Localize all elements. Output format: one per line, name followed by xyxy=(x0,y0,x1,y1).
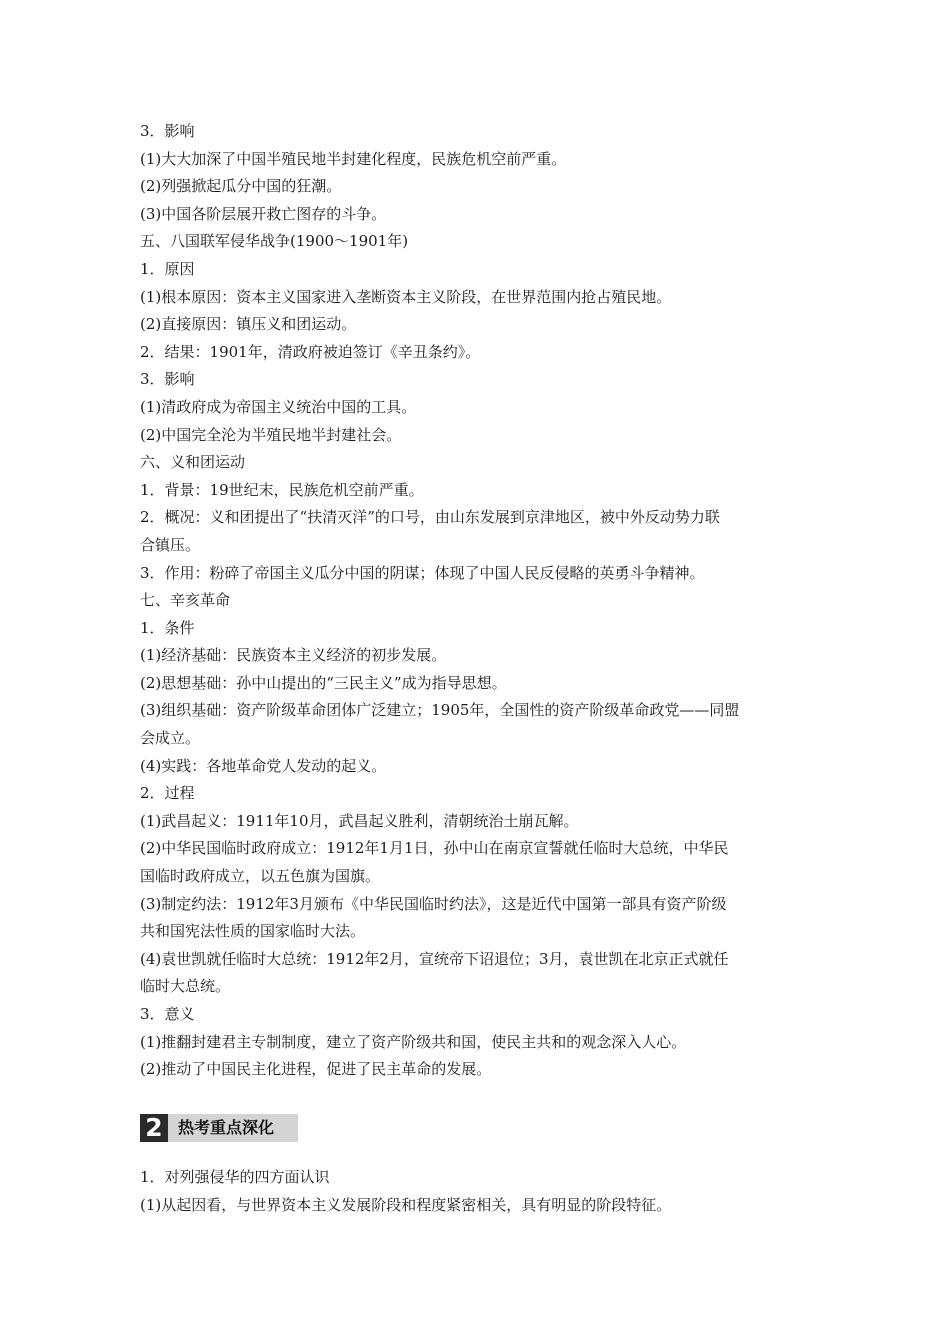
text-line: (1)从起因看，与世界资本主义发展阶段和程度紧密相关，具有明显的阶段特征。 xyxy=(140,1195,672,1214)
text-line: (2)思想基础：孙中山提出的“三民主义”成为指导思想。 xyxy=(140,673,507,692)
document-body xyxy=(140,118,820,1084)
heading-line: 六、义和团运动 xyxy=(140,453,246,472)
section-banner xyxy=(140,1114,298,1142)
section-number-badge: 2 xyxy=(140,1114,168,1142)
text-line: 合镇压。 xyxy=(140,535,201,554)
section-title: 热考重点深化 xyxy=(178,1118,275,1137)
text-line: (2)直接原因：镇压义和团运动。 xyxy=(140,315,357,334)
text-line: 2．过程 xyxy=(140,784,195,803)
text-line: (2)中国完全沦为半殖民地半封建社会。 xyxy=(140,425,402,444)
heading-line: 七、辛亥革命 xyxy=(140,591,231,610)
heading-line: 五、八国联军侵华战争(1900～1901年) xyxy=(140,232,409,251)
text-line: (1)清政府成为帝国主义统治中国的工具。 xyxy=(140,397,417,416)
text-line: (1)大大加深了中国半殖民地半封建化程度，民族危机空前严重。 xyxy=(140,149,567,168)
text-line: (2)列强掀起瓜分中国的狂潮。 xyxy=(140,177,342,196)
text-line: 会成立。 xyxy=(140,729,201,748)
text-line: 1．对列强侵华的四方面认识 xyxy=(140,1168,330,1186)
document-body-continued xyxy=(140,1164,820,1219)
text-line: (3)组织基础：资产阶级革命团体广泛建立；1905年，全国性的资产阶级革命政党——同盟 xyxy=(140,701,740,720)
text-line: (4)实践：各地革命党人发动的起义。 xyxy=(140,756,387,775)
text-line: (3)中国各阶层展开救亡图存的斗争。 xyxy=(140,204,387,223)
text-line: 3．作用：粉碎了帝国主义瓜分中国的阴谋；体现了中国人民反侵略的英勇斗争精神。 xyxy=(140,563,705,582)
text-line: 共和国宪法性质的国家临时大法。 xyxy=(140,922,366,941)
text-line: (3)制定约法：1912年3月颁布《中华民国临时约法》，这是近代中国第一部具有资产阶级 xyxy=(140,894,727,913)
text-line: 1．背景：19世纪末，民族危机空前严重。 xyxy=(140,480,424,499)
text-line: 1．原因 xyxy=(140,259,195,278)
text-line: 国临时政府成立，以五色旗为国旗。 xyxy=(140,867,381,886)
text-line: (2)中华民国临时政府成立：1912年1月1日，孙中山在南京宣誓就任临时大总统，中华民 xyxy=(140,839,729,858)
text-line: (1)武昌起义：1911年10月，武昌起义胜利，清朝统治土崩瓦解。 xyxy=(140,811,579,830)
text-line: (1)推翻封建君主专制制度，建立了资产阶级共和国，使民主共和的观念深入人心。 xyxy=(140,1032,687,1051)
text-line: 3．意义 xyxy=(140,1005,195,1023)
text-line: (1)经济基础：民族资本主义经济的初步发展。 xyxy=(140,646,447,665)
text-line: (1)根本原因：资本主义国家进入垄断资本主义阶段，在世界范围内抢占殖民地。 xyxy=(140,287,672,306)
text-line: 1．条件 xyxy=(140,618,195,637)
text-line: (2)推动了中国民主化进程，促进了民主革命的发展。 xyxy=(140,1060,492,1079)
text-line: 3．影响 xyxy=(140,122,195,140)
text-line: 2．结果：1901年，清政府被迫签订《辛丑条约》。 xyxy=(140,342,481,361)
text-line: (4)袁世凯就任临时大总统：1912年2月，宣统帝下诏退位；3月，袁世凯在北京正式就任 xyxy=(140,949,729,968)
text-line: 2．概况：义和团提出了“扶清灭洋”的口号，由山东发展到京津地区，被中外反动势力联 xyxy=(140,508,720,527)
text-line: 临时大总统。 xyxy=(140,977,231,996)
text-line: 3．影响 xyxy=(140,370,195,389)
